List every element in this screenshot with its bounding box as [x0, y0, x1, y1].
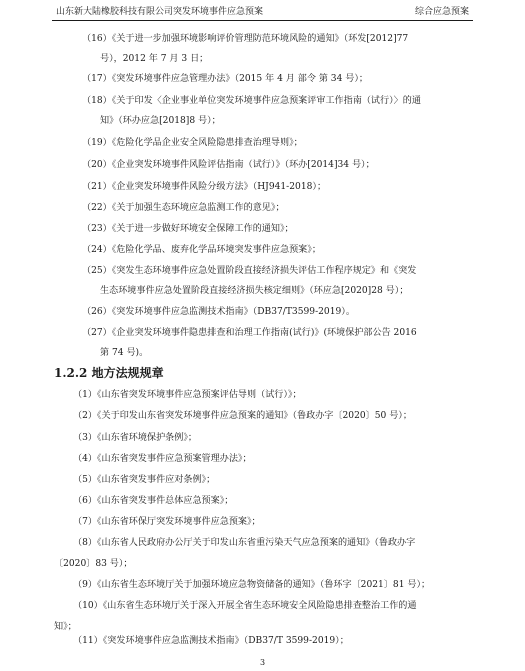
- local-item-10-cont: 知》；: [54, 622, 77, 632]
- page-number: 3: [259, 658, 266, 667]
- item-24: （24）《危险化学品、废弃化学品环境突发事件应急预案》；: [82, 245, 321, 255]
- local-item-8-cont: 〔2020〕83 号）；: [54, 559, 133, 569]
- item-20: （20）《企业突发环境事件风险评估指南（试行）》（环办[2014]34 号）；: [82, 160, 375, 170]
- local-item-5: （5）《山东省突发事件应对条例》；: [73, 475, 216, 485]
- item-26: （26）《突发环境事件应急监测技术指南》（DB37/T3599-2019）。: [82, 307, 355, 317]
- item-18-cont: 知》（环办应急[2018]8 号）；: [100, 116, 221, 126]
- local-item-1: （1）《山东省突发环境事件应急预案评估导则（试行）》；: [73, 390, 302, 400]
- local-item-10: （10）《山东省生态环境厅关于深入开展全省生态环境安全风险隐患排查整治工作的通: [73, 601, 417, 611]
- local-item-4: （4）《山东省突发事件应急预案管理办法》；: [73, 454, 252, 464]
- local-item-8: （8）《山东省人民政府办公厅关于印发山东省重污染天气应急预案的通知》（鲁政办字: [73, 538, 416, 548]
- item-16: （16）《关于进一步加强环境影响评价管理防范环境风险的通知》（环发[2012]77: [82, 34, 409, 44]
- item-16-cont: 号），2012 年 7 月 3 日；: [100, 54, 209, 64]
- section-heading: 1.2.2 地方法规规章: [54, 366, 164, 380]
- item-18: （18）《关于印发〈企业事业单位突发环境事件应急预案评审工作指南（试行）〉的通: [82, 96, 421, 106]
- item-22: （22）《关于加强生态环境应急监测工作的意见》；: [82, 203, 285, 213]
- item-27: （27）《企业突发环境事件隐患排查和治理工作指南(试行)》(环境保护部公告 2016: [82, 328, 417, 338]
- header-doc-type: 综合应急预案: [414, 7, 469, 17]
- item-27-cont: 第 74 号)。: [100, 348, 149, 358]
- item-25: （25）《突发生态环境事件应急处置阶段直接经济损失评估工作程序规定》和《突发: [82, 266, 417, 276]
- item-19: （19）《危险化学品企业安全风险隐患排查治理导则》；: [82, 138, 303, 148]
- local-item-2: （2）《关于印发山东省突发环境事件应急预案的通知》（鲁政办字〔2020〕50 号）；: [73, 411, 412, 421]
- local-item-3: （3）《山东省环境保护条例》；: [73, 433, 197, 443]
- local-item-11: （11）《突发环境事件应急监测技术指南》（DB37/T 3599-2019）；: [73, 636, 349, 646]
- item-23: （23）《关于进一步做好环境安全保障工作的通知》；: [82, 224, 294, 234]
- local-item-9: （9）《山东省生态环境厅关于加强环境应急物资储备的通知》（鲁环字〔2021〕81 号）；: [73, 580, 431, 590]
- page-header: [52, 6, 473, 21]
- header-company: 山东新大陆橡胶科技有限公司突发环境事件应急预案: [56, 7, 264, 17]
- item-25-cont: 生态环境事件应急处置阶段直接经济损失核定细则》（环应急[2020]28 号）；: [100, 286, 409, 296]
- local-item-6: （6）《山东省突发事件总体应急预案》；: [73, 496, 234, 506]
- item-17: （17）《突发环境事件应急管理办法》（2015 年 4 月 部令 第 34 号）；: [82, 74, 369, 84]
- item-21: （21）《企业突发环境事件风险分级方法》（HJ941-2018）；: [82, 182, 327, 192]
- local-item-7: （7）《山东省环保厅突发环境事件应急预案》；: [73, 517, 261, 527]
